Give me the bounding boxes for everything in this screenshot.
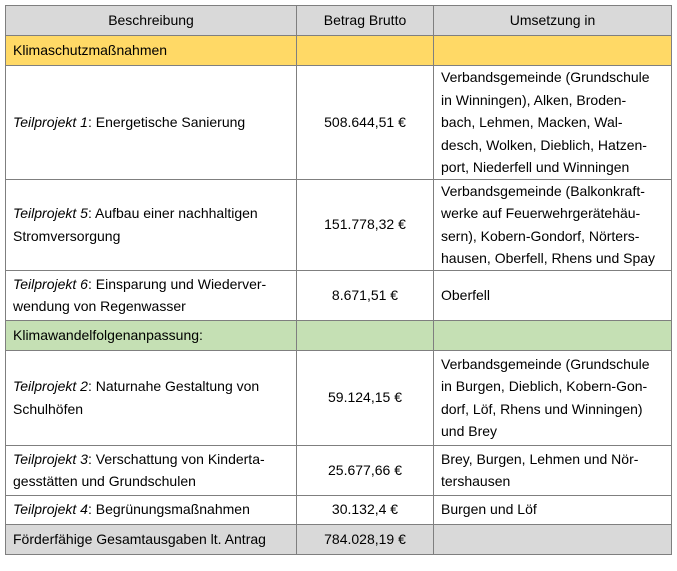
project-label: Teilprojekt 3: [13, 450, 88, 467]
row-amount: 25.677,66 €: [297, 445, 434, 495]
impl-line: port, Niederfell und Winningen: [441, 159, 630, 175]
project-label: Teilprojekt 5: [13, 205, 88, 221]
row-amount: 508.644,51 €: [297, 66, 434, 180]
impl-line: tershausen: [441, 473, 511, 489]
impl-line: bach, Lehmen, Macken, Wal-: [441, 114, 623, 130]
impl-line: desch, Wolken, Dieblich, Hatzen-: [441, 136, 647, 153]
row-description: [6, 350, 297, 445]
row-implementation: Oberfell: [434, 270, 672, 320]
row-amount: 151.778,32 €: [297, 179, 434, 270]
row-amount: 59.124,15 €: [297, 350, 434, 445]
section-title-climate-protection: Klimaschutzmaßnahmen: [6, 36, 297, 66]
project-title: : Begrünungsmaßnahmen: [87, 501, 250, 518]
impl-line: Verbandsgemeinde (Balkonkraft-: [441, 182, 645, 199]
row-description: [6, 179, 297, 270]
impl-line: in Burgen, Dieblich, Kobern-Gon-: [441, 378, 648, 394]
project-label: Teilprojekt 2: [13, 378, 88, 394]
project-title-line: : Aufbau einer nachhaltigen: [87, 205, 258, 221]
row-description: [6, 445, 297, 495]
funding-table: [5, 5, 672, 555]
row-description: [6, 495, 297, 524]
table-row: [6, 66, 672, 180]
project-title-line: : Verschattung von Kinderta-: [87, 450, 265, 467]
table-row: [6, 270, 672, 320]
row-implementation: [434, 66, 672, 180]
row-description: [6, 270, 297, 320]
header-amount: Betrag Brutto: [297, 6, 434, 36]
project-title-line: wendung von Regenwasser: [13, 298, 186, 314]
impl-line: hausen, Oberfell, Rhens und Spay: [441, 250, 656, 266]
impl-line: Verbandsgemeinde (Grundschule: [441, 355, 650, 372]
impl-line: Verbandsgemeinde (Grundschule: [441, 69, 650, 85]
project-label: Teilprojekt 4: [13, 501, 88, 518]
project-title-line: Stromversorgung: [13, 227, 121, 244]
impl-line: werke auf Feuerwehrgerätehäu-: [441, 205, 641, 221]
table-header-row: [6, 6, 672, 36]
project-title-line: Schulhöfen: [13, 400, 84, 417]
row-description: [6, 66, 297, 180]
impl-line: und Brey: [441, 423, 498, 439]
section-title-climate-adaptation: Klimawandelfolgenanpassung:: [6, 320, 297, 350]
project-label: Teilprojekt 6: [13, 275, 88, 292]
total-empty-cell: [434, 524, 672, 554]
project-label: Teilprojekt 1: [13, 114, 88, 130]
header-description: Beschreibung: [6, 6, 297, 36]
row-implementation: [434, 445, 672, 495]
project-title: : Energetische Sanierung: [87, 114, 246, 130]
table-row: [6, 350, 672, 445]
row-implementation: Burgen und Löf: [434, 495, 672, 524]
section-empty-cell: [297, 36, 434, 66]
project-title-line: : Naturnahe Gestaltung von: [87, 378, 260, 394]
project-title-line: : Einsparung und Wiederver-: [87, 275, 267, 292]
impl-line: sern), Kobern-Gondorf, Nörters-: [441, 227, 640, 244]
section-row-climate-protection: [6, 36, 672, 66]
section-empty-cell: [297, 320, 434, 350]
impl-line: in Winningen), Alken, Broden-: [441, 91, 627, 108]
section-empty-cell: [434, 320, 672, 350]
total-row: [6, 524, 672, 554]
impl-line: dorf, Löf, Rhens und Winningen): [441, 400, 643, 417]
table-row: [6, 179, 672, 270]
project-title-line: gesstätten und Grundschulen: [13, 473, 196, 489]
row-implementation: [434, 179, 672, 270]
row-amount: 30.132,4 €: [297, 495, 434, 524]
row-implementation: [434, 350, 672, 445]
table-row: [6, 445, 672, 495]
row-amount: 8.671,51 €: [297, 270, 434, 320]
table-row: [6, 495, 672, 524]
section-row-climate-adaptation: [6, 320, 672, 350]
section-empty-cell: [434, 36, 672, 66]
total-label: Förderfähige Gesamtausgaben lt. Antrag: [6, 524, 297, 554]
impl-line: Brey, Burgen, Lehmen und Nör-: [441, 450, 639, 467]
total-amount: 784.028,19 €: [297, 524, 434, 554]
header-implementation: Umsetzung in: [434, 6, 672, 36]
